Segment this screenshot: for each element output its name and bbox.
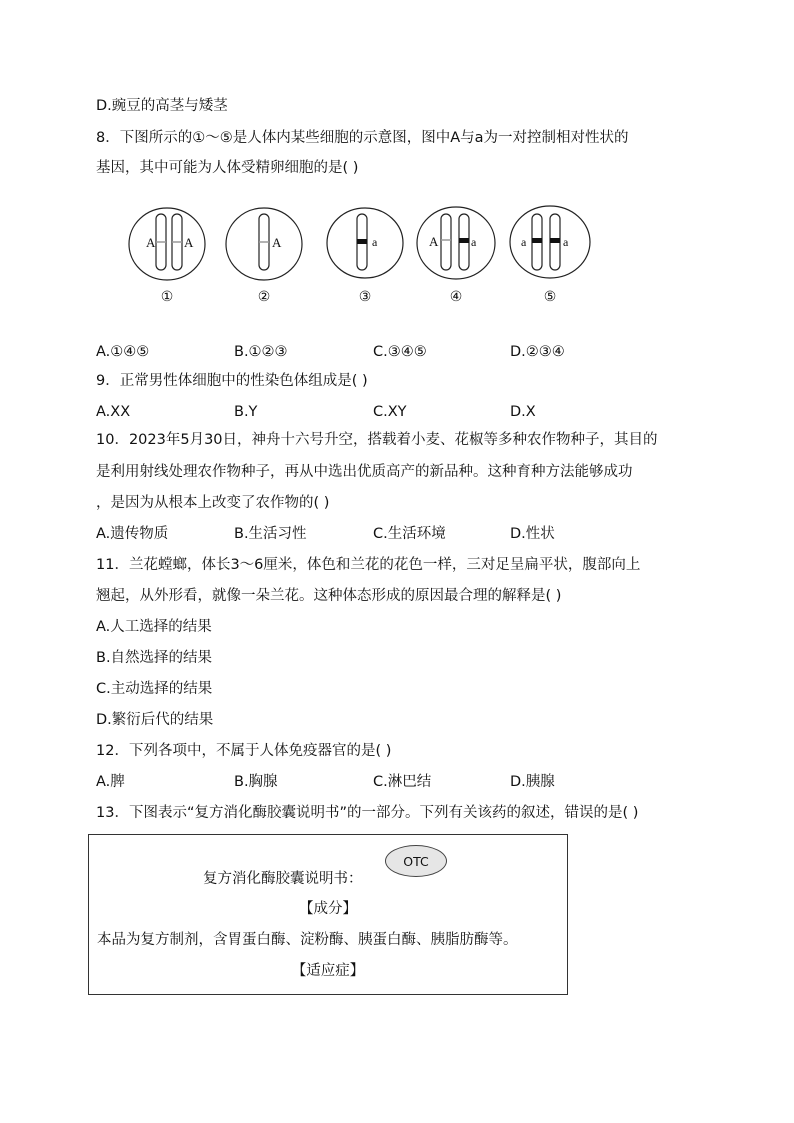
drug-label-box (88, 834, 568, 995)
q10-stem-line1: 10．2023年5月30日，神舟十六号升空，搭载着小麦、花椒等多种农作物种子，其目的 (96, 432, 658, 448)
q11-option-a[interactable]: A.人工选择的结果 (96, 619, 212, 635)
q12-option-b[interactable]: B.胸腺 (234, 774, 278, 790)
cell-diagram (120, 200, 600, 310)
cell-1-gene-right: A (184, 235, 194, 250)
q11-stem-line2: 翘起，从外形看，就像一朵兰花。这种体态形成的原因最合理的解释是( ) (96, 588, 562, 604)
cell-3 (327, 208, 403, 305)
cell-1-gene-left: A (146, 235, 156, 250)
cell-4-gene-right: a (471, 235, 477, 249)
cell-3-label: ③ (358, 290, 372, 305)
q11-option-d[interactable]: D.繁衍后代的结果 (96, 712, 214, 728)
cell-5-label: ⑤ (543, 290, 557, 305)
ingredients-heading: 【成分】 (299, 901, 357, 917)
q12-option-d[interactable]: D.胰腺 (510, 774, 555, 790)
q8-stem-line1: 8．下图所示的①～⑤是人体内某些细胞的示意图，图中A与a为一对控制相对性状的 (96, 130, 629, 146)
cell-5 (510, 206, 590, 305)
q13-stem: 13．下图表示“复方消化酶胶囊说明书”的一部分。下列有关该药的叙述，错误的是( ) (96, 805, 639, 821)
cell-2-label: ② (257, 290, 271, 305)
q10-option-c[interactable]: C.生活环境 (373, 526, 446, 542)
q9-option-d[interactable]: D.X (510, 404, 536, 420)
q11-stem-line1: 11．兰花螳螂，体长3～6厘米，体色和兰花的花色一样，三对足呈扁平状，腹部向上 (96, 557, 641, 573)
cell-1 (129, 208, 205, 305)
q12-option-a[interactable]: A.脾 (96, 774, 125, 790)
q8-option-d[interactable]: D.②③④ (510, 344, 565, 360)
q8-option-c[interactable]: C.③④⑤ (373, 344, 427, 360)
q10-stem-line2: 是利用射线处理农作物种子，再从中选出优质高产的新品种。这种育种方法能够成功 (96, 464, 633, 480)
q9-option-a[interactable]: A.XX (96, 404, 131, 420)
cell-5-gene-left: a (521, 235, 527, 249)
q8-stem-line2: 基因，其中可能为人体受精卵细胞的是( ) (96, 160, 359, 176)
q12-option-c[interactable]: C.淋巴结 (373, 774, 432, 790)
q10-option-a[interactable]: A.遗传物质 (96, 526, 169, 542)
q10-stem-line3: ，是因为从根本上改变了农作物的( ) (96, 495, 330, 511)
q10-option-b[interactable]: B.生活习性 (234, 526, 307, 542)
q8-option-b[interactable]: B.①②③ (234, 344, 288, 360)
otc-badge: OTC (385, 845, 447, 877)
cell-3-gene-right: a (372, 235, 378, 249)
cell-2-gene-right: A (272, 235, 282, 250)
drug-label-title: 复方消化酶胶囊说明书： (203, 871, 363, 887)
q8-option-a[interactable]: A.①④⑤ (96, 344, 150, 360)
indications-heading: 【适应症】 (291, 963, 365, 979)
q9-option-c[interactable]: C.XY (373, 404, 407, 420)
cell-2 (226, 208, 302, 305)
cell-5-gene-right: a (563, 235, 569, 249)
q12-stem: 12．下列各项中，不属于人体免疫器官的是( ) (96, 743, 392, 759)
q9-stem: 9．正常男性体细胞中的性染色体组成是( ) (96, 373, 368, 389)
q11-option-c[interactable]: C.主动选择的结果 (96, 681, 213, 697)
cell-4 (417, 207, 495, 305)
cell-4-gene-left: A (429, 234, 439, 249)
q9-option-b[interactable]: B.Y (234, 404, 258, 420)
ingredients-text: 本品为复方制剂，含胃蛋白酶、淀粉酶、胰蛋白酶、胰脂肪酶等。 (97, 932, 518, 948)
q11-option-b[interactable]: B.自然选择的结果 (96, 650, 213, 666)
cell-4-label: ④ (449, 290, 463, 305)
q7-option-d: D.豌豆的高茎与矮茎 (96, 98, 228, 114)
q10-option-d[interactable]: D.性状 (510, 526, 555, 542)
cell-1-label: ① (160, 290, 174, 305)
